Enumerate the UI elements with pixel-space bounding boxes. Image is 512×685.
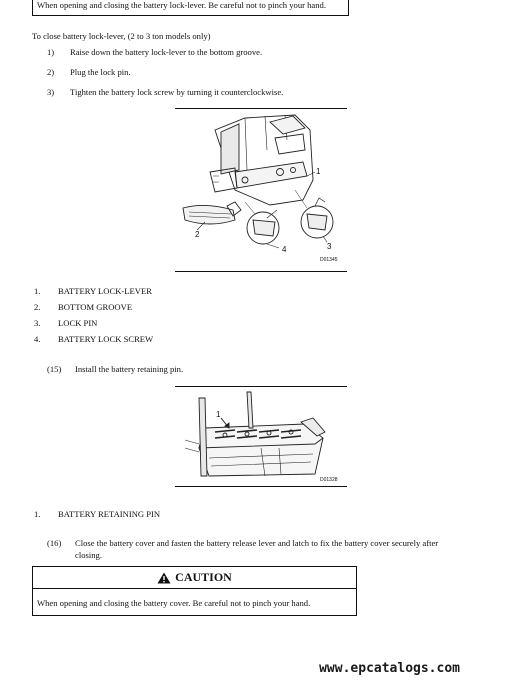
figure1-top-rule [175,108,347,109]
figure2-code: D01328 [320,477,338,483]
step-1-num: 1) [47,47,55,57]
legend2-text-1: BATTERY RETAINING PIN [58,509,161,519]
step-1-text: Raise down the battery lock-lever to the bottom groove. [70,47,263,57]
battery-lock-lever-illustration [175,110,347,270]
step-2-text: Plug the lock pin. [70,67,131,77]
legend1-num-2: 2. [34,302,41,312]
step-15-num: (15) [47,364,62,374]
battery-retaining-pin-illustration [175,388,347,485]
legend1-text-1: BATTERY LOCK-LEVER [58,286,152,296]
figure1-callout-3: 3 [327,242,332,251]
caution-header [33,567,356,589]
caution-text: When opening and closing the battery cover. Be careful not to pinch your hand. [37,598,311,608]
warning-triangle-icon [157,572,171,584]
legend2-num-1: 1. [34,509,41,519]
figure1-callout-1: 1 [316,167,321,176]
caution-box [32,566,357,616]
step-3-text: Tighten the battery lock screw by turning it counterclockwise. [70,87,284,97]
top-warning-text: When opening and closing the battery lock-lever. Be careful not to pinch your hand. [37,0,326,10]
figure1-callout-2: 2 [195,230,200,239]
legend1-num-4: 4. [34,334,41,344]
top-warning-box [32,0,349,16]
legend1-num-3: 3. [34,318,41,328]
step-16-num: (16) [47,538,62,548]
figure1-callout-4: 4 [282,245,287,254]
legend1-text-3: LOCK PIN [58,318,98,328]
step-3-num: 3) [47,87,55,97]
figure1-code: D01345 [320,257,338,263]
figure2-bottom-rule [175,486,347,487]
step-16-line2: closing. [75,550,102,560]
caution-title: CAUTION [175,570,232,584]
figure1-bottom-rule [175,271,347,272]
intro-text: To close battery lock-lever, (2 to 3 ton models only) [32,31,211,41]
step-2-num: 2) [47,67,55,77]
legend1-text-4: BATTERY LOCK SCREW [58,334,154,344]
figure2-top-rule [175,386,347,387]
step-16-line1: Close the battery cover and fasten the battery release lever and latch to fix the battery cover securely after [75,538,439,548]
step-15-text: Install the battery retaining pin. [75,364,184,374]
figure2-callout-1: 1 [216,410,221,419]
footer-watermark: www.epcatalogs.com [319,661,460,676]
legend1-num-1: 1. [34,286,41,296]
legend1-text-2: BOTTOM GROOVE [58,302,133,312]
